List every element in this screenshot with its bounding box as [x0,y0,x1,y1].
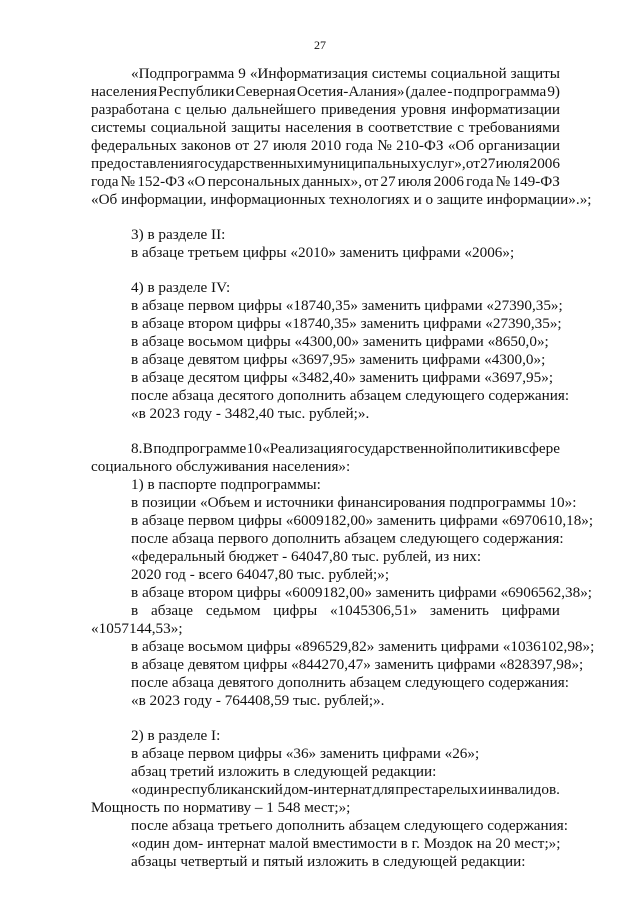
word: «Подпрограмма [131,65,235,82]
section4-line-7: «в 2023 году - 3482,40 тыс. рублей;». [131,405,370,422]
word: населения [285,119,352,136]
word: № [495,173,511,190]
section2-line-3 [131,781,560,799]
section8-spread-tail: «1057144,53»; [91,620,183,637]
section8-line-9: в абзаце девятом цифры «844270,47» заменить цифрами «828397,98»; [131,656,584,673]
section8-line-1: 1) в паспорте подпрограммы: [131,476,321,493]
word: от [465,155,480,172]
word: «один [131,781,170,798]
word: «Об [447,137,475,154]
word: законов [181,137,231,154]
word: 2006 [529,155,560,172]
section2-line-5: после абзаца третьего дополнить абзацем следующего содержания: [131,817,568,834]
word: № [377,137,392,154]
word: соответствие [368,119,453,136]
word: «Информатизация [249,65,368,82]
section8-line-10: после абзаца девятого дополнить абзацем следующего содержания: [131,674,569,691]
para1-line-7 [91,173,560,191]
word: сфере [522,440,560,457]
word: (далее [405,83,447,100]
word: дом-интернат [283,781,372,798]
word: социальной [150,119,227,136]
section8-line-11: «в 2023 году - 764408,59 тыс. рублей;». [131,692,385,709]
word: 9) [547,83,560,100]
spread-word: седьмом [205,602,261,619]
word: муниципальных [313,155,419,172]
word: и [304,155,313,172]
word: организации [478,137,560,154]
word: 27 [380,173,396,190]
word: системы [91,119,146,136]
word: в [356,119,364,136]
word: Северная [235,83,296,100]
word: населения [91,83,158,100]
word: системы [371,65,427,82]
section2-line-2: абзац третий изложить в следующей редакции: [131,763,437,780]
word: защиты [510,65,560,82]
word: от [364,173,379,190]
word: - [447,83,453,100]
word: информатизации [451,101,560,118]
word: от [235,137,250,154]
para1-line-4 [91,119,560,137]
word: 10 [246,440,262,457]
spread-word: заменить [430,602,489,619]
word: и [478,781,488,798]
word: уровня [401,101,447,118]
word: требованиями [468,119,560,136]
word: В [142,440,153,457]
word: с [457,119,465,136]
section8-spread-line [131,602,560,620]
word: для [372,781,395,798]
word: Республики [158,83,235,100]
section4-line-5: в абзаце десятом цифры «3482,40» заменить цифрами «3697,95»; [131,369,554,386]
word: «Реализация [262,440,344,457]
word: инвалидов. [487,781,560,798]
word: федеральных [91,137,177,154]
word: года [91,173,119,190]
word: «О [186,173,206,190]
word: 2010 [310,137,342,154]
section4-line-6: после абзаца десятого дополнить абзацем следующего содержания: [131,387,570,404]
word: 152-ФЗ [137,173,185,190]
section8-line-2: в позиции «Объем и источники финансирования подпрограммы 10»: [131,494,577,511]
word: социальной [430,65,507,82]
word: в [514,440,522,457]
word: приведения [320,101,397,118]
word: года [466,173,494,190]
word: целью [186,101,227,118]
section3-heading: 3) в разделе II: [131,226,226,243]
word: 27 [253,137,269,154]
word: республиканский [170,781,283,798]
word: июля [272,137,307,154]
page-number: 27 [314,38,326,52]
para1-line-2 [91,83,560,101]
section2-line-4: Мощность по нормативу – 1 548 мест;»; [91,799,351,816]
section4-line-2: в абзаце втором цифры «18740,35» заменить цифрами «27390,35»; [131,315,562,332]
word: данных», [302,173,363,190]
word: № [120,173,136,190]
word: государственных [194,155,305,172]
word: 210-ФЗ [396,137,444,154]
section4-line-4: в абзаце девятом цифры «3697,95» заменить цифрами «4300,0»; [131,351,546,368]
word: подпрограмма [453,83,547,100]
word: Осетия-Алания» [296,83,405,100]
spread-word: абзаце [150,602,194,619]
word: защиты [231,119,281,136]
word: политики [452,440,515,457]
word: дальнейшего [231,101,316,118]
word: персональных [207,173,300,190]
para1-line-3 [91,101,560,119]
section2-line-7: абзацы четвертый и пятый изложить в следующей редакции: [131,853,526,870]
spread-word: цифрами [501,602,560,619]
section8-line-8: в абзаце восьмом цифры «896529,82» заменить цифрами «1036102,98»; [131,638,595,655]
word: разработана [91,101,170,118]
section4-line-1: в абзаце первом цифры «18740,35» заменить цифрами «27390,35»; [131,297,563,314]
section8-line-7: в абзаце втором цифры «6009182,00» заменить цифрами «6906562,38»; [131,584,593,601]
spread-word: в [131,602,139,619]
word: 27 [480,155,496,172]
word: предоставления [91,155,194,172]
para1-line-5 [91,137,560,155]
word: 2006 [433,173,464,190]
section8-line-4: после абзаца первого дополнить абзацем следующего содержания: [131,530,564,547]
section8-line-3: в абзаце первом цифры «6009182,00» заменить цифрами «6970610,18»; [131,512,594,529]
word: подпрограмме [153,440,247,457]
section2-heading: 2) в разделе I: [131,727,221,744]
word: 9 [238,65,246,82]
section8-line-6: 2020 год - всего 64047,80 тыс. рублей;»; [131,566,390,583]
word: июля [495,155,530,172]
word: июля [397,173,432,190]
section4-line-3: в абзаце восьмом цифры «4300,00» заменить цифрами «8650,0»; [131,333,549,350]
section8-title-line-1 [131,440,560,458]
section4-heading: 4) в разделе IV: [131,279,231,296]
section3-line: в абзаце третьем цифры «2010» заменить цифрами «2006»; [131,244,515,261]
word: услуг», [418,155,466,172]
para1-line-8: «Об информации, информационных технологиях и о защите информации».»; [91,191,592,208]
para1-line-1 [131,65,560,83]
section8-title-line-2: социального обслуживания населения»: [91,458,351,475]
section2-line-1: в абзаце первом цифры «36» заменить цифрами «26»; [131,745,480,762]
word: государственной [343,440,453,457]
spread-word: «1045306,51» [329,602,418,619]
word: года [345,137,374,154]
word: престарелых [395,781,479,798]
word: 149-ФЗ [512,173,560,190]
section2-line-6: «один дом- интернат малой вместимости в г. Моздок на 20 мест;»; [131,835,561,852]
word: с [174,101,182,118]
word: 8. [131,440,143,457]
para1-line-6 [91,155,560,173]
section8-line-5: «федеральный бюджет - 64047,80 тыс. рублей, из них: [131,548,482,565]
spread-word: цифры [273,602,318,619]
